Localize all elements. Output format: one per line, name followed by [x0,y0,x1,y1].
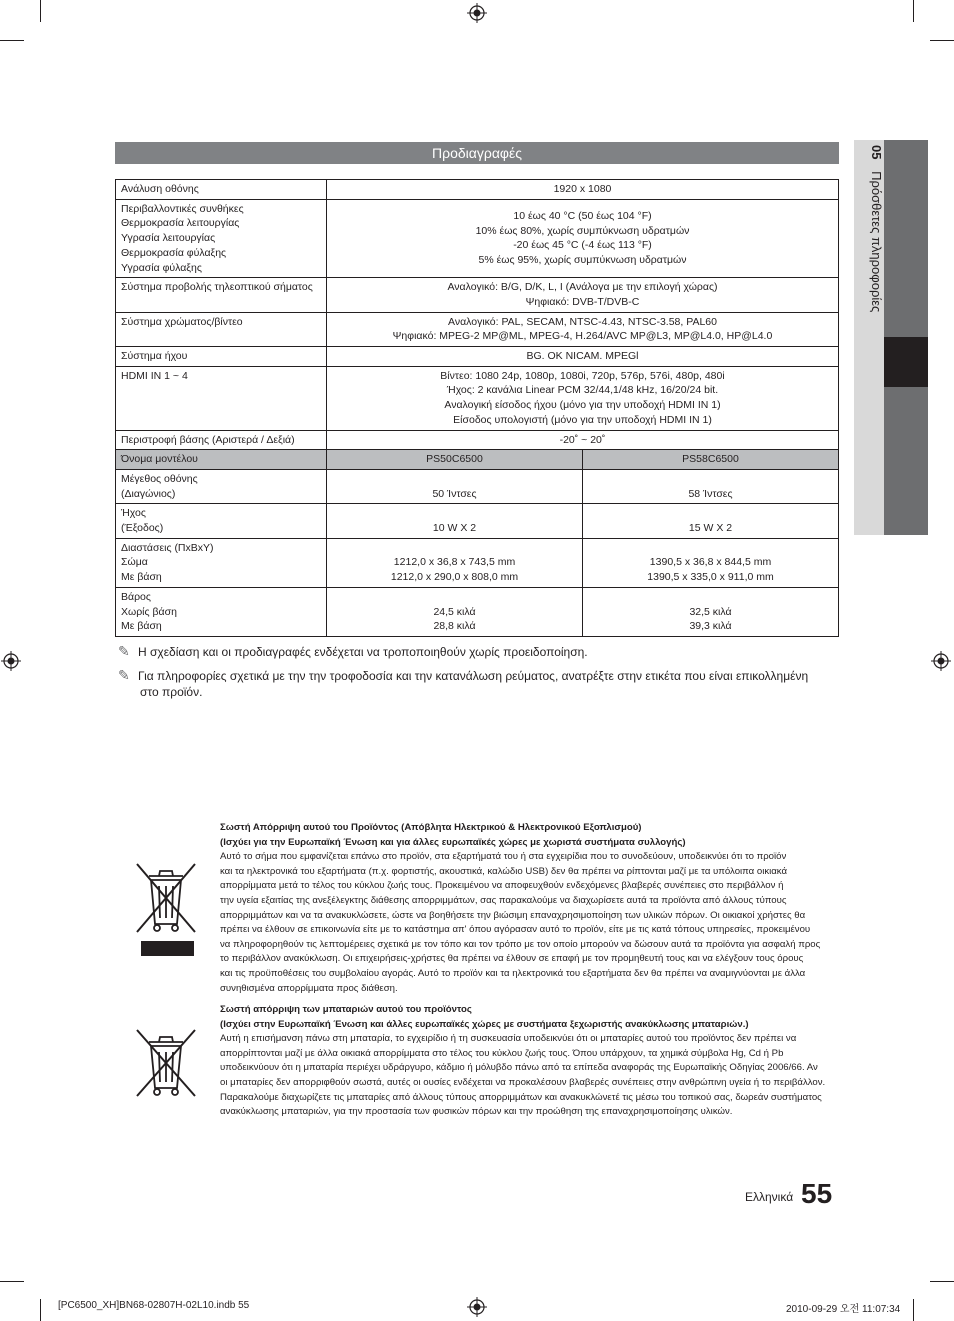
spec-label-line: Σύστημα προβολής τηλεοπτικού σήματος [121,281,313,294]
spec-label-line: Υγρασία λειτουργίας [121,232,216,245]
spec-label-line: Σύστημα χρώματος/βίντεο [121,315,243,328]
model-value-line: 1390,5 x 335,0 x 911,0 mm [647,571,774,584]
disposal-text-line: πρέπει να έλθουν σε επικοινωνία είτε με το κατάστημα απ' όπου αγόρασαν αυτό το προϊόν, είτε με τις κατά τόπους υπηρεσίες, προκειμένου [220,924,811,936]
spec-table [115,179,839,637]
spec-value-line: 10% έως 80%, χωρίς συμπύκνωση υδρατμών [475,224,690,237]
print-slug-file: [PC6500_XH]BN68-02807H-02L10.indb 55 [58,1300,250,1311]
model-value-a [327,587,583,636]
spec-value-line: BG. OK NICAM. MPEGl [526,350,639,363]
pencil-icon: ✎ [118,643,130,659]
spec-label-line: Ήχος [121,507,146,520]
spec-label-line: Περιβαλλοντικές συνθήκες [121,202,244,215]
page-number: 55 [801,1178,833,1209]
disposal-title: Σωστή απόρριψη των μπαταριών αυτού του προϊόντος [220,1004,472,1015]
spec-label-line: Μέγεθος οθόνης [121,472,198,485]
spec-row [116,312,839,346]
crop-mark [913,0,914,22]
crop-mark [0,40,24,41]
model-value-b [583,504,839,538]
spec-label-line: HDMI IN 1 ~ 4 [121,369,188,382]
disposal-text-line: την υγεία εξαιτίας της ανεξέλεγκτης διάθεσης απορριμμάτων, σας παρακαλούμε να διαχωρίσετε αυτά τα προϊόντα από άλλους τύπους [220,894,787,906]
spec-value [327,312,839,346]
spec-row [116,180,839,200]
spec-label [116,278,327,312]
spec-label-line: Σώμα [121,556,148,569]
spec-value-line: -20 έως 45 °C (-4 έως 113 °F) [513,239,652,252]
spec-label-line: (Έξοδος) [121,522,164,535]
note-text-continued: στο προϊόν. [140,685,203,699]
spec-label [116,504,327,538]
spec-label [116,180,327,200]
spec-label [116,199,327,278]
note-item [118,667,838,700]
crossed-bin-icon [135,1026,197,1098]
disposal-text-line: να πληροφορηθούν τις λεπτομέρειες σχετικά με τον τόπο και τον τρόπο με τον οποίο μπορούν να δώσουν αυτά τα προϊόντα για ασφαλή προς [220,938,821,950]
disposal-text-line: Παρακαλούμε διαχωρίζετε τις μπαταρίες από άλλους τύπους απορριμμάτων και ανακυκλώνετέ τις μέσω του τοπικού σας, δωρεάν συστήματος [220,1091,822,1103]
spec-value-line: 5% έως 95%, χωρίς συμπύκνωση υδρατμών [478,254,687,267]
model-spec-row [116,538,839,587]
crop-mark [40,1299,41,1321]
model-value-a [327,504,583,538]
model-header-row [116,450,839,470]
model-value-b [583,538,839,587]
spec-value-line: 1920 x 1080 [553,183,612,195]
spec-value [327,366,839,430]
print-slug-date: 2010-09-29 오전 11:07:34 [786,1304,901,1315]
spec-value-line: Ψηφιακό: MPEG-2 MP@ML, MPEG-4, H.264/AVC MP@L3, MP@L4.0, HP@L4.0 [392,330,773,343]
chapter-number: 05 [869,145,884,160]
pencil-icon: ✎ [118,667,130,683]
model-label: Όνομα μοντέλου [116,450,327,470]
model-value-line: 10 W X 2 [432,522,477,535]
disposal-subtitle: (Ισχύει στην Ευρωπαϊκή Ένωση και άλλες ευρωπαϊκές χώρες με συστήματα ξεχωριστής ανακύκλωσης μπαταριών.) [220,1018,749,1030]
model-value-line: 50 Ίντσες [432,487,477,500]
model-spec-row [116,469,839,503]
spec-value-line: Είσοδος υπολογιστή (μόνο για την υποδοχή HDMI IN 1) [453,413,712,426]
spec-label [116,312,327,346]
model-value-b [583,469,839,503]
disposal-text-line: οι μπαταρίες δεν απορριφθούν σωστά, αυτές οι ουσίες ενδέχεται να προκαλέσουν βλαβερές συνέπειες στην ανθρώπινη υγεία ή το περιβάλλον. [220,1076,826,1088]
model-value-line: 24,5 κιλά [433,605,476,618]
crop-mark [40,0,41,22]
disposal-text-line: και τα ηλεκτρονικά του εξαρτήματα (π.χ. φορτιστής, ακουστικά, καλώδιο USB) δεν θα πρέπει να ρίπτονται μαζί με τα υπόλοιπα οικιακά [220,865,788,877]
crop-mark [930,40,954,41]
disposal-text-line: συνηθισμένα απορρίμματα προς διάθεση. [220,982,398,994]
model-name-b: PS58C6500 [583,450,839,470]
spec-label-line: Χωρίς βάση [121,605,177,618]
spec-value [327,347,839,367]
disposal-text-line: Αυτή η επισήμανση πάνω στη μπαταρία, το εγχειρίδιο ή τη συσκευασία υποδεικνύει ότι οι μπαταρίες αυτού του προϊόντος δεν πρέπει να [220,1033,797,1045]
footer-language: Ελληνικά [745,1190,794,1204]
model-value-a [327,538,583,587]
registration-mark-icon [1,651,21,671]
spec-label [116,587,327,636]
crop-mark [913,1299,914,1321]
crop-mark [930,1281,954,1282]
disposal-subtitle: (Ισχύει για την Ευρωπαϊκή Ένωση και για άλλες ευρωπαϊκές χώρες με χωριστά συστήματα συλλογής) [220,836,686,848]
spec-label [116,347,327,367]
spec-value-line: Ήχος: 2 κανάλια Linear PCM 32/44,1/48 kHz, 16/20/24 bit. [446,384,719,397]
model-value-line: 1390,5 x 36,8 x 844,5 mm [649,556,772,569]
model-value-a [327,469,583,503]
spec-row [116,347,839,367]
disposal-title: Σωστή Απόρριψη αυτού του Προϊόντος (Απόβλητα Ηλεκτρικού & Ηλεκτρονικού Εξοπλισμού) [220,822,642,833]
model-value-b [583,587,839,636]
weee-disposal-notice [220,821,838,996]
registration-mark-icon [931,651,951,671]
disposal-text-line: υποδεικνύουν ότι η μπαταρία περιέχει υδράργυρο, κάδμιο ή μόλυβδο πάνω από τα επίπεδα αναφοράς της Ευρωπαϊκής Οδηγίας 2006/66. Αν [220,1062,818,1074]
chapter-tab-marker [884,337,928,387]
spec-label-line: Σύστημα ήχου [121,350,188,363]
spec-value [327,278,839,312]
spec-value-line: -20˚ ~ 20˚ [559,433,606,446]
date-bar [141,941,194,956]
spec-label-line: Θερμοκρασία φύλαξης [121,246,227,259]
registration-mark-icon [467,1297,487,1317]
spec-value-line: Ψηφιακό: DVB-T/DVB-C [525,295,640,308]
model-value-line: 28,8 κιλά [433,620,476,633]
model-name-a: PS50C6500 [327,450,583,470]
chapter-tab-label [852,145,884,345]
note-text: Η σχεδίαση και οι προδιαγραφές ενδέχεται να τροποποιηθούν χωρίς προειδοποίηση. [138,645,588,659]
spec-label-line: Ανάλυση οθόνης [121,183,199,195]
spec-label-line: Με βάση [121,571,162,584]
battery-disposal-notice [220,1003,838,1120]
spec-label-line: Διαστάσεις (ΠxΒxΥ) [121,541,214,554]
spec-row [116,366,839,430]
registration-mark-icon [467,3,487,23]
spec-row [116,430,839,450]
disposal-text-line: το περιβάλλον ανακύκλωση. Οι επιχειρήσεις-χρήστες θα πρέπει να έλθουν σε επαφή με τον προμηθευτή τους και να ελέγξουν τους όρους [220,953,804,965]
model-value-line: 1212,0 x 290,0 x 808,0 mm [390,571,519,584]
spec-label-line: Περιστροφή βάσης (Αριστερά / Δεξιά) [121,433,295,446]
disposal-text-line: απορρίπτονται μαζί με άλλα οικιακά απορρίμματα στο τέλος του κύκλου ζωής τους. Όπου υπάρχουν, τα χημικά σύμβολα Hg, Cd ή Pb [220,1047,784,1059]
model-spec-row [116,587,839,636]
spec-label [116,538,327,587]
model-value-line: 1212,0 x 36,8 x 743,5 mm [393,556,516,569]
spec-value-line: Αναλογικό: B/G, D/K, L, I (Ανάλογα με την επιλογή χώρας) [447,281,718,294]
spec-value [327,180,839,200]
disposal-text-line: ανακύκλωσης μπαταριών, για την προστασία των φυσικών πόρων και την προώθηση της επαναχρησιμοποίησης υλικών. [220,1106,733,1118]
disposal-text-line: και τις προϋποθέσεις του συμβολαίου αγοράς. Αυτό το προϊόν και τα ηλεκτρονικά του εξαρτήματα δεν θα πρέπει να αναμιγνύονται με άλλα [220,967,806,979]
model-value-line: 15 W X 2 [688,522,733,535]
spec-row [116,278,839,312]
spec-label [116,430,327,450]
spec-label-line: (Διαγώνιος) [121,487,176,500]
crop-mark [0,1281,24,1282]
model-value-line: 32,5 κιλά [689,605,732,618]
spec-value [327,430,839,450]
spec-label-line: Με βάση [121,620,162,633]
crossed-bin-icon [135,860,197,934]
disposal-text-line: απορρίμματα μετά το τέλος του κύκλου ζωής τους. Προκειμένου να αποφευχθούν ενδεχόμενες βλαβερές συνέπειες στο περιβάλλον ή [220,880,784,892]
note-item [118,643,838,660]
spec-label [116,469,327,503]
spec-label-line: Βάρος [121,590,151,603]
spec-label-line: Θερμοκρασία λειτουργίας [121,217,240,230]
model-value-line: 58 Ίντσες [688,487,733,500]
chapter-title: Πρόσθετες πληροφορίες [869,171,884,313]
spec-value-line: 10 έως 40 °C (50 έως 104 °F) [513,210,652,223]
spec-value-line: Αναλογικό: PAL, SECAM, NTSC-4.43, NTSC-3.58, PAL60 [448,315,717,328]
disposal-text-line: Αυτό το σήμα που εμφανίζεται επάνω στο προϊόν, στα εξαρτήματά του ή στα εγχειρίδια που το συνοδεύουν, υποδεικνύει ότι το προϊόν [220,851,787,863]
section-title: Προδιαγραφές [115,142,839,164]
model-spec-row [116,504,839,538]
spec-label-line: Υγρασία φύλαξης [121,261,202,274]
model-value-line: 39,3 κιλά [689,620,732,633]
spec-value [327,199,839,278]
note-text: Για πληροφορίες σχετικά με την την τροφοδοσία και την κατανάλωση ρεύματος, ανατρέξτε στην ετικέτα που είναι επικολλημένη [138,669,809,683]
spec-value-line: Βίντεο: 1080 24p, 1080p, 1080i, 720p, 576p, 576i, 480p, 480i [440,369,725,382]
disposal-text-line: απορριμμάτων και να τα ανακυκλώσετε, ώστε να βοηθήσετε την βιώσιμη επαναχρησιμοποίηση των υλικών πόρων. Οι οικιακοί χρήστες θα [220,909,806,921]
spec-label [116,366,327,430]
spec-value-line: Αναλογική είσοδος ήχου (μόνο για την υποδοχή HDMI IN 1) [444,399,721,412]
spec-row [116,199,839,278]
